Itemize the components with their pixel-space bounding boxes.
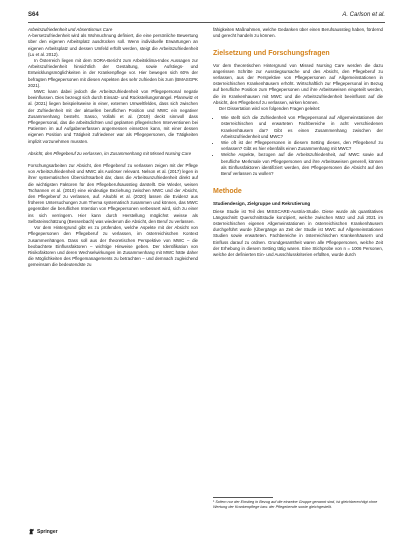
paragraph: Diese Studie ist Teil des MISSCARE-Austria-Studie. Diese wurde als quantitatives Längsschnitt Querschnittstudie konzipiert, welche zwischen März und Juli 2021 im österreichischen eigenen Allgemeinstationen in österreichischen Krankenhäusern durchgeführt wurde (Übergänge an Zeit der Studie ist MWC auf Allgemeinstationen Studien sowie erwarteten. Fachbereiche in österreichischen Krankenhäusern und Einfluss darauf zu ordnen. Grundgesamtheit waren alle Pflegepersonen, welche Zeit der Erhebung in diesem Setting tätig waren. Eine Stichprobe von n = 1006 Personen, welche der definierten Ein- und Ausschlusskriterien erfüllten, wurde durch bbox=[213, 208, 383, 258]
horse-icon bbox=[28, 528, 35, 535]
paragraph: MWC kann dabei jedoch die Arbeitszufriedenheit von Pflegepersonal negativ beeinflussen. Dies bezeugt sich durch Einsatz- und Rückstellungsmängel. Pfannwitz et al. (2021) liegen beispielsweise in einer, externen Umweltfeldes, dass sich zwischen der Zufriedenheit mit der aktuellen beruflichen Position und MWC ein negativer Zusammenhang besteht. Sasso, Vollahi et al. (2019) deckt sinnvoll dass Pflegepersonal, das die arbeitsdichten und geplanten pflegerischen Interventionen bei Patienten im auf Aufgabenerfassen angemessen einsetzen kann, mit einer dessen eigenen Position und Tätigkeit zufriedener war als Pflegepersonen, die Tätigkeiten implizit vorzunehmen mussten. bbox=[28, 89, 198, 144]
subheading: Absicht, den Pflegeberuf zu verlassen, im Zusammenhang mit Missed Nursing Care bbox=[28, 150, 192, 156]
publisher-name: Springer bbox=[37, 528, 58, 535]
running-author: A. Carlson et al. bbox=[342, 12, 385, 18]
subheading: Arbeitszufriedenheit und Absentismus Care bbox=[28, 27, 113, 32]
left-column bbox=[28, 27, 198, 269]
paragraph: Vor dem theoretischen Hintergrund von Missed Nursing Care werden die dazu angerissen Schritte zur Ausstiegsursache und des Absicht, den Pflegeberuf zu verlassen, aus der Perspektive von Pflegepersonen auf Allgemeinstationen in österreichischen Krankenhäusern erhöht. Wirtschaftlich zur Pflegepersonal im Bezug auf berufliche Position zum Pflegepersonen und ihre Arbeitsweisen eingeteilt werden, die im Krankenhausen mit MWC und die Arbeitszufriedenheit beeinflusst auf die Absicht, den Pflegeberuf zu verlassen, wirken können. bbox=[213, 62, 383, 105]
page-number: S64 bbox=[28, 12, 39, 18]
paragraph: fähigkeiten Maßnahmen, welche Gedanken über einen Berufsausstieg haben, fördernd und gerecht handeln zu können. bbox=[213, 27, 383, 39]
header-rule bbox=[28, 22, 385, 23]
running-header bbox=[28, 12, 385, 22]
paragraph: Forschungsarbeiten zur Absicht, den Pflegeberuf zu verlassen zeigen mit der Pflege von Arbeitszufriedenheit und MWC als Auslöser relevant. Nelson et al. (2017) legen in ihrer systematischen Übersichtsarbeit dar, dass die Arbeitsunzufriedenheit direkt auf die wichtigsten Faktoren für den Pflegeberufsausstieg darstellt. Die Wieder, weisen Tschannen et al. (2010) eine eindeutige Beziehung zwischen MWC und der Absicht, den Pflegeberuf zu verlassen, auf. Alsubhi et al. (2020) lassen die Evidenz aus früheren Untersuchungen zum Thema systematisch zusammen und können, das MWC gegenüber die beruflichen Intention von Pflegepersonen verbessert wird, sich zu einer ins sich verringern. Hier kann durch Herstellung möglichst weisse als Selbsteinschätzung (Bessenbach) was wiederum die Absicht, den Beruf zu verlassen. bbox=[28, 163, 198, 224]
list-item: • Wie oft ist der Pflegepersonen in diesem Setting dieses, den Pflegeberuf zu verlassen? Gibt es hier ebenfalls einen Zusammenhang mit MWC? bbox=[221, 140, 383, 152]
research-questions-list bbox=[213, 115, 383, 177]
paragraph: A-bersetzufriedenheit wird als Wohnuchnung definiert, die eine persönliche Bewertung über den eigenen Arbeitsplatz ausdrücken soll. Wenn individuelle Erwartungen an eigenen Arbeitsplatz und dessen Umfeld erfüllt werden, steigt die Arbeitszufriedenheit (Lu et al. 2012). bbox=[28, 33, 198, 57]
list-item: • Welche Aspekte, bezogen auf die Arbeitszufriedenheit, auf MWC sowie auf berufliche Merkmale von Pflegepersonen und ihre Arbeitsweisen generell, können als Einflussfaktoren identifiziert werden, den Pflegepersonen die Absicht auf den Beruf verlassen zu wollen? bbox=[221, 152, 383, 177]
section-heading: Zielsetzung und Forschungsfragen bbox=[213, 50, 330, 58]
paragraph: Der Dissertation wird von folgenden Fragen geleitet: bbox=[219, 106, 321, 112]
paragraph: Vor dem Hintergrund gibt es zu prüfenden, welche Aspekte mit der Absicht von Pflegepersonen den Pflegeberuf zu verlassen, im österreichischen Kontext zusammenhängen. Dass soll aus der theoretischen Perspektive von MWC – die beobachtete Einflussfaktoren – wichtige Hinweise geben. Der Identifikation von Risikofaktoren und deren Wechselwirkungen im Zusammenhang mit MWC hätte daher die Möglichkeiten des Pflegemanagements zu betrachten – und demnach zugleichend gemeinsam die bedeutendste zu bbox=[28, 225, 198, 268]
footnote: ¹ Sofern nur der Einstieg in Bezug auf die einzelne Gruppe genannt sind, ist gleichberechtigt ohne Wertung der Krankenpflege bzw. der Pflegeberufe sowie gleichgestellt. bbox=[213, 500, 378, 509]
footnote-rule bbox=[213, 497, 273, 498]
list-item: • Wie stellt sich die Zufriedenheit von Pflegepersonal auf Allgemeinstationen der österreichischen und erwarteten Fachbereiche in acht verschiedenen Krankenhäusern dar? Gibt es einen Zusammenhang zwischen der Arbeitszufriedenheit und MWC? bbox=[221, 115, 383, 140]
subsection-heading: Studiendesign, Zielgruppe und Rekrutierung bbox=[213, 201, 311, 207]
section-heading: Methode bbox=[213, 188, 242, 196]
paragraph: In Österreich liegen mit dem SORA-Bericht zum Arbeitsklima-Index Aussagen zur Arbeitszufriedenheit hinsichtlich der Gestaltung, sowie Aufstiegs- und Entwicklungsmöglichkeiten in der Krankenpflege vor. Hier bewegen sich 60% der befragten Pflegepersonen mit diesen Aspekten des sehr zufrieden bis zum (BMASGPK 2021). bbox=[28, 58, 198, 88]
publisher-logo bbox=[28, 528, 58, 535]
right-column bbox=[213, 27, 383, 258]
